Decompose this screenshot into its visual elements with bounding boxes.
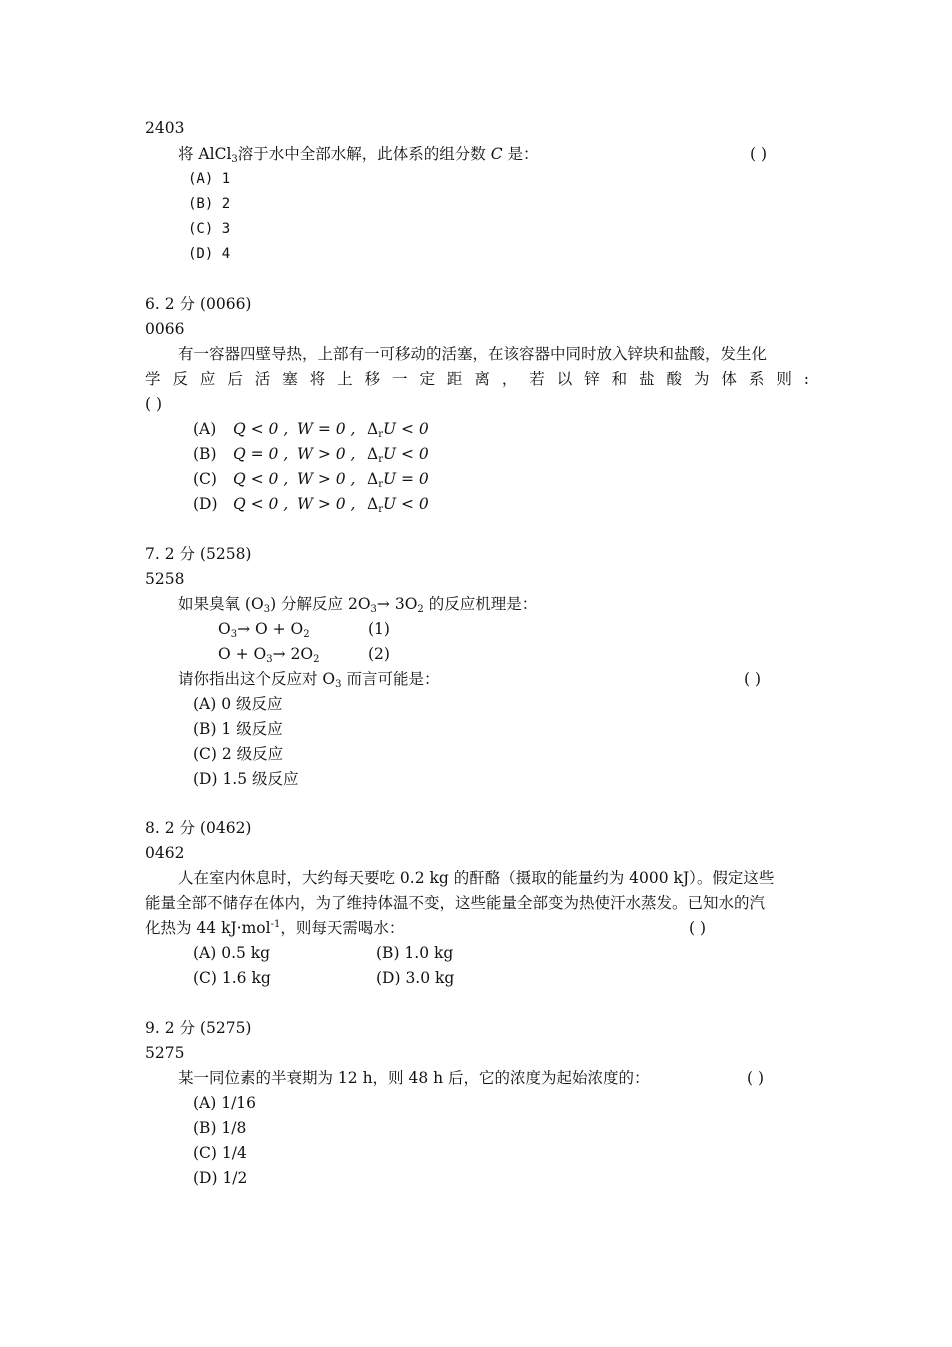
option-b: (B) 1.0 kg — [376, 944, 454, 962]
option-a: (A) 1/16 — [193, 1094, 257, 1112]
option-d: (D) — [193, 495, 218, 513]
option-d: (D) 3.0 kg — [376, 969, 455, 987]
option-c: (C) 3 — [188, 221, 231, 237]
option-b: (B) 1 级反应 — [193, 720, 283, 738]
question-code: 0066 — [145, 320, 185, 338]
option-b-w: W > 0 , — [297, 445, 356, 463]
question-stem: 将 AlCl$_3$溶于水中全部水解，此体系的组分数 C 是： — [178, 145, 539, 165]
question-stem-line: 人在室内休息时，大约每天要吃 0.2 kg 的酐酪（摄取的能量约为 4000 kJ）。假定这些 — [178, 869, 775, 887]
answer-blank: ( ) — [747, 1069, 765, 1087]
option-c: (C) — [193, 470, 217, 488]
option-c: (C) 1/4 — [193, 1144, 247, 1162]
question-code: 5275 — [145, 1044, 185, 1062]
question-header: 7. 2 分 (5258) — [145, 545, 252, 563]
question-stem: 如果臭氧 $(O_3)$ 分解反应 $2O_3\to 3O_2$ 的反应机理是： — [178, 595, 538, 615]
answer-blank: ( ) — [750, 145, 768, 163]
answer-blank: ( ) — [145, 395, 163, 413]
option-d-q: Q < 0 , — [233, 495, 289, 513]
mechanism-step-1: $O_3\to O + O_2$ — [218, 620, 310, 640]
option-c-w: W > 0 , — [297, 470, 356, 488]
question-code: 5258 — [145, 570, 185, 588]
option-c: (C) 2 级反应 — [193, 745, 284, 763]
option-b: (B) 2 — [188, 196, 231, 212]
option-c-q: Q < 0 , — [233, 470, 289, 488]
answer-blank: ( ) — [744, 670, 762, 688]
option-b-q: Q = 0 , — [233, 445, 289, 463]
option-d: (D) 1.5 级反应 — [193, 770, 299, 788]
option-b: (B) — [193, 445, 217, 463]
question-stem-line: 学 反 应 后 活 塞 将 上 移 一 定 距 离 ， 若 以 锌 和 盐 酸 为 体 系 则 : — [145, 370, 809, 388]
option-b: (B) 1/8 — [193, 1119, 247, 1137]
question-header: 9. 2 分 (5275) — [145, 1019, 252, 1037]
question-stem-line: 能量全部不储存在体内，为了维持体温不变，这些能量全部变为热使汗水蒸发。已知水的汽 — [145, 894, 766, 912]
option-d: (D) 1/2 — [193, 1169, 248, 1187]
question-ask: 请你指出这个反应对 $O_3$ 而言可能是： — [178, 670, 440, 690]
mechanism-step-2-number: (2) — [368, 645, 390, 663]
option-a-w: W = 0 , — [297, 420, 356, 438]
option-d-u: $\Delta_rU < 0$ — [367, 495, 429, 515]
question-stem-line: 化热为 44 kJ·mol$^{-1}$，则每天需喝水： — [145, 919, 405, 937]
question-code: 2403 — [145, 119, 185, 137]
question-code: 0462 — [145, 844, 185, 862]
option-c: (C) 1.6 kg — [193, 969, 271, 987]
question-header: 8. 2 分 (0462) — [145, 819, 252, 837]
option-a: (A) — [193, 420, 217, 438]
option-a: (A) 0 级反应 — [193, 695, 283, 713]
option-d-w: W > 0 , — [297, 495, 356, 513]
option-a: (A) 1 — [188, 171, 231, 187]
option-a-u: $\Delta_rU < 0$ — [367, 420, 429, 440]
option-a-q: Q < 0 , — [233, 420, 289, 438]
answer-blank: ( ) — [689, 919, 707, 937]
question-stem-line: 有一容器四壁导热，上部有一可移动的活塞，在该容器中同时放入锌块和盐酸，发生化 — [178, 345, 768, 363]
mechanism-step-2: $O + O_3\to 2O_2$ — [218, 645, 320, 665]
option-a: (A) 0.5 kg — [193, 944, 271, 962]
option-c-u: $\Delta_rU = 0$ — [367, 470, 429, 490]
question-stem: 某一同位素的半衰期为 12 h，则 48 h 后，它的浓度为起始浓度的： — [178, 1069, 650, 1087]
question-header: 6. 2 分 (0066) — [145, 295, 252, 313]
option-d: (D) 4 — [188, 246, 231, 262]
mechanism-step-1-number: (1) — [368, 620, 390, 638]
option-b-u: $\Delta_rU < 0$ — [367, 445, 429, 465]
